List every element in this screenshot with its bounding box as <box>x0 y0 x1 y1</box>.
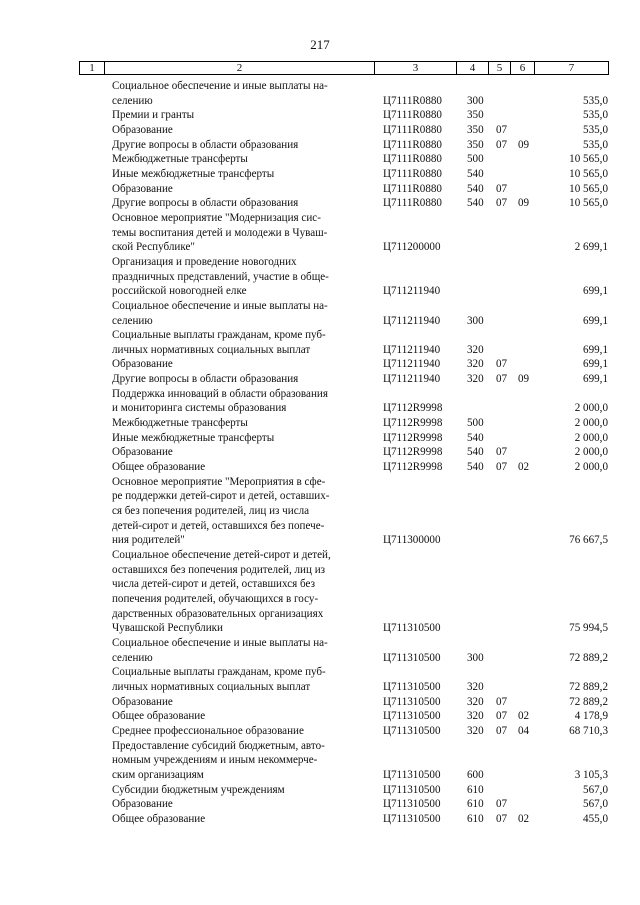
expense-type: 320 <box>467 680 484 693</box>
row-name-line: праздничных представлений, участие в обще- <box>112 270 329 283</box>
row-name-line: российской новогодней елке <box>112 285 247 298</box>
target-code: Ц711310500 <box>383 651 441 664</box>
row-name-line: ния родителей" <box>112 534 185 547</box>
table-row <box>0 475 640 548</box>
row-name-line: селению <box>112 94 153 107</box>
table-row <box>0 152 640 167</box>
row-name <box>112 182 369 197</box>
row-name-line: Другие вопросы в области образования <box>112 138 299 151</box>
table-row <box>0 299 640 328</box>
table-row <box>0 255 640 299</box>
row-name-line: Социальное обеспечение и иные выплаты на- <box>112 80 328 92</box>
target-code: Ц7111R0880 <box>383 94 442 107</box>
expense-type: 610 <box>467 798 484 811</box>
expense-type: 320 <box>467 358 484 371</box>
table-row <box>0 182 640 197</box>
table-row <box>0 665 640 694</box>
table-row <box>0 709 640 724</box>
section-code: 07 <box>496 461 508 474</box>
amount: 10 565,0 <box>569 182 608 195</box>
target-code: Ц7111R0880 <box>383 109 442 122</box>
row-name-line: Среднее профессиональное образование <box>112 724 304 737</box>
table-row <box>0 695 640 710</box>
row-name-line: ре поддержки детей-сирот и детей, оставших- <box>112 490 330 503</box>
target-code: Ц7112R9998 <box>383 446 443 459</box>
row-name <box>112 196 369 211</box>
column-header-6: 6 <box>510 62 534 74</box>
amount: 699,1 <box>583 314 608 327</box>
row-name-line: личных нормативных социальных выплат <box>112 680 311 693</box>
row-name-line: Другие вопросы в области образования <box>112 373 299 386</box>
expense-type: 350 <box>467 138 484 151</box>
amount: 567,0 <box>583 798 608 811</box>
target-code: Ц711211940 <box>383 314 441 327</box>
amount: 76 667,5 <box>569 534 608 547</box>
subsection-code: 02 <box>518 812 530 825</box>
table-row <box>0 812 640 827</box>
row-name-line: Межбюджетные трансферты <box>112 153 248 166</box>
amount: 68 710,3 <box>569 724 608 737</box>
row-name <box>112 812 369 827</box>
row-name <box>112 724 369 739</box>
amount: 699,1 <box>583 358 608 371</box>
expense-type: 320 <box>467 710 484 723</box>
row-name-line: Социальные выплаты гражданам, кроме пуб- <box>112 666 326 679</box>
column-header-7: 7 <box>534 62 608 74</box>
row-name-line: Образование <box>112 695 173 708</box>
amount: 455,0 <box>583 812 608 825</box>
row-name <box>112 695 369 710</box>
row-name <box>112 123 369 138</box>
amount: 535,0 <box>583 109 608 122</box>
amount: 2 000,0 <box>574 446 608 459</box>
table-row <box>0 196 640 211</box>
amount: 2 000,0 <box>574 402 608 415</box>
amount: 10 565,0 <box>569 153 608 166</box>
amount: 75 994,5 <box>569 622 608 635</box>
row-name-line: ся без попечения родителей, лиц из числа <box>112 505 310 518</box>
target-code: Ц7112R9998 <box>383 461 443 474</box>
table-row <box>0 416 640 431</box>
row-name-line: Основное мероприятие "Модернизация сис- <box>112 211 321 224</box>
expense-type: 540 <box>467 461 484 474</box>
row-name-line: оставшихся без попечения родителей, лиц из <box>112 563 326 576</box>
section-code: 07 <box>496 182 508 195</box>
row-name <box>112 460 369 475</box>
expense-type: 540 <box>467 197 484 210</box>
row-name-line: Другие вопросы в области образования <box>112 197 299 210</box>
row-name <box>112 431 369 446</box>
row-name-line: Образование <box>112 358 173 371</box>
row-name-line: ским организациям <box>112 768 204 781</box>
row-name-line: Межбюджетные трансферты <box>112 417 248 430</box>
expense-type: 600 <box>467 768 484 781</box>
expense-type: 500 <box>467 417 484 430</box>
amount: 535,0 <box>583 94 608 107</box>
row-name-line: Премии и гранты <box>112 109 195 122</box>
target-code: Ц711211940 <box>383 358 441 371</box>
target-code: Ц711310500 <box>383 798 441 811</box>
budget-table-body <box>0 79 640 826</box>
amount: 2 699,1 <box>574 241 608 254</box>
row-name-line: селению <box>112 314 153 327</box>
table-row <box>0 138 640 153</box>
table-row <box>0 460 640 475</box>
row-name-line: Образование <box>112 182 173 195</box>
row-name-line: попечения родителей, обучающихся в госу- <box>112 592 319 605</box>
target-code: Ц7112R9998 <box>383 431 443 444</box>
table-row <box>0 445 640 460</box>
row-name <box>112 739 369 783</box>
amount: 72 889,2 <box>569 651 608 664</box>
expense-type: 610 <box>467 812 484 825</box>
section-code: 07 <box>496 123 508 136</box>
target-code: Ц7111R0880 <box>383 167 442 180</box>
table-row <box>0 431 640 446</box>
row-name-line: Чувашской Республики <box>112 622 223 635</box>
target-code: Ц7111R0880 <box>383 123 442 136</box>
row-name <box>112 152 369 167</box>
row-name <box>112 548 369 636</box>
table-row <box>0 387 640 416</box>
target-code: Ц711310500 <box>383 768 441 781</box>
row-name-line: ской Республике" <box>112 241 195 254</box>
row-name-line: темы воспитания детей и молодежи в Чуваш- <box>112 226 328 239</box>
section-code: 07 <box>496 446 508 459</box>
row-name <box>112 79 369 108</box>
table-row <box>0 357 640 372</box>
table-column-header-row <box>79 61 609 75</box>
amount: 72 889,2 <box>569 695 608 708</box>
row-name <box>112 167 369 182</box>
table-row <box>0 548 640 636</box>
expense-type: 350 <box>467 109 484 122</box>
target-code: Ц711310500 <box>383 724 441 737</box>
table-row <box>0 739 640 783</box>
amount: 699,1 <box>583 285 608 298</box>
target-code: Ц711200000 <box>383 241 441 254</box>
amount: 535,0 <box>583 123 608 136</box>
target-code: Ц711211940 <box>383 373 441 386</box>
expense-type: 300 <box>467 314 484 327</box>
expense-type: 500 <box>467 153 484 166</box>
subsection-code: 09 <box>518 373 530 386</box>
section-code: 07 <box>496 710 508 723</box>
row-name-line: дарственных образовательных организациях <box>112 607 324 620</box>
table-row <box>0 211 640 255</box>
row-name <box>112 138 369 153</box>
expense-type: 540 <box>467 182 484 195</box>
table-row <box>0 328 640 357</box>
expense-type: 610 <box>467 783 484 796</box>
table-row <box>0 123 640 138</box>
row-name-line: Социальное обеспечение и иные выплаты на- <box>112 299 328 312</box>
column-header-3: 3 <box>374 62 456 74</box>
row-name-line: Общее образование <box>112 710 206 723</box>
column-header-1: 1 <box>89 62 95 74</box>
table-row <box>0 724 640 739</box>
target-code: Ц711310500 <box>383 695 441 708</box>
expense-type: 540 <box>467 167 484 180</box>
target-code: Ц7111R0880 <box>383 197 442 210</box>
row-name-line: селению <box>112 651 153 664</box>
row-name-line: Иные межбюджетные трансферты <box>112 167 275 180</box>
row-name <box>112 357 369 372</box>
column-header-5: 5 <box>488 62 510 74</box>
target-code: Ц7111R0880 <box>383 153 442 166</box>
section-code: 07 <box>496 798 508 811</box>
row-name <box>112 387 369 416</box>
row-name <box>112 475 369 548</box>
row-name-line: Общее образование <box>112 461 206 474</box>
table-row <box>0 783 640 798</box>
row-name-line: Образование <box>112 446 173 459</box>
amount: 2 000,0 <box>574 461 608 474</box>
column-header-2: 2 <box>104 62 374 74</box>
row-name <box>112 783 369 798</box>
table-row <box>0 79 640 108</box>
expense-type: 300 <box>467 651 484 664</box>
section-code: 07 <box>496 197 508 210</box>
row-name-line: Образование <box>112 123 173 136</box>
expense-type: 350 <box>467 123 484 136</box>
row-name-line: номным учреждениям и иным некоммерче- <box>112 754 318 767</box>
section-code: 07 <box>496 138 508 151</box>
table-row <box>0 636 640 665</box>
row-name-line: детей-сирот и детей, оставшихся без попече- <box>112 519 325 532</box>
amount: 535,0 <box>583 138 608 151</box>
target-code: Ц711310500 <box>383 812 441 825</box>
expense-type: 320 <box>467 695 484 708</box>
row-name-line: личных нормативных социальных выплат <box>112 343 311 356</box>
row-name <box>112 299 369 328</box>
row-name <box>112 211 369 255</box>
target-code: Ц711310500 <box>383 622 441 635</box>
target-code: Ц711211940 <box>383 343 441 356</box>
page-number: 217 <box>310 37 330 52</box>
row-name <box>112 255 369 299</box>
amount: 72 889,2 <box>569 680 608 693</box>
table-row <box>0 797 640 812</box>
target-code: Ц711300000 <box>383 534 441 547</box>
subsection-code: 04 <box>518 724 530 737</box>
target-code: Ц7111R0880 <box>383 138 442 151</box>
subsection-code: 02 <box>518 461 530 474</box>
row-name-line: и мониторинга системы образования <box>112 402 287 415</box>
row-name-line: числа детей-сирот и детей, оставшихся без <box>112 578 315 591</box>
row-name-line: Социальное обеспечение детей-сирот и детей, <box>112 549 331 561</box>
amount: 4 178,9 <box>574 710 608 723</box>
target-code: Ц711310500 <box>383 680 441 693</box>
amount: 2 000,0 <box>574 431 608 444</box>
target-code: Ц711310500 <box>383 710 441 723</box>
expense-type: 320 <box>467 343 484 356</box>
row-name-line: Иные межбюджетные трансферты <box>112 431 275 444</box>
amount: 699,1 <box>583 343 608 356</box>
row-name <box>112 416 369 431</box>
expense-type: 540 <box>467 431 484 444</box>
row-name-line: Поддержка инноваций в области образования <box>112 387 328 400</box>
row-name <box>112 797 369 812</box>
section-code: 07 <box>496 358 508 371</box>
expense-type: 540 <box>467 446 484 459</box>
column-header-4: 4 <box>456 62 488 74</box>
table-row <box>0 372 640 387</box>
row-name <box>112 709 369 724</box>
row-name <box>112 372 369 387</box>
row-name <box>112 636 369 665</box>
expense-type: 320 <box>467 724 484 737</box>
row-name-line: Предоставление субсидий бюджетным, авто- <box>112 739 325 752</box>
section-code: 07 <box>496 695 508 708</box>
row-name-line: Социальное обеспечение и иные выплаты на- <box>112 636 328 649</box>
row-name-line: Основное мероприятие "Мероприятия в сфе- <box>112 475 326 488</box>
row-name <box>112 445 369 460</box>
row-name <box>112 665 369 694</box>
row-name <box>112 108 369 123</box>
amount: 3 105,3 <box>574 768 608 781</box>
expense-type: 320 <box>467 373 484 386</box>
target-code: Ц7112R9998 <box>383 417 443 430</box>
table-row <box>0 167 640 182</box>
section-code: 07 <box>496 812 508 825</box>
table-row <box>0 108 640 123</box>
amount: 10 565,0 <box>569 197 608 210</box>
section-code: 07 <box>496 373 508 386</box>
row-name-line: Организация и проведение новогодних <box>112 255 297 268</box>
amount: 10 565,0 <box>569 167 608 180</box>
target-code: Ц711310500 <box>383 783 441 796</box>
amount: 699,1 <box>583 373 608 386</box>
row-name-line: Общее образование <box>112 812 206 825</box>
row-name-line: Социальные выплаты гражданам, кроме пуб- <box>112 329 326 342</box>
target-code: Ц711211940 <box>383 285 441 298</box>
subsection-code: 09 <box>518 197 530 210</box>
target-code: Ц7111R0880 <box>383 182 442 195</box>
row-name <box>112 328 369 357</box>
amount: 2 000,0 <box>574 417 608 430</box>
row-name-line: Субсидии бюджетным учреждениям <box>112 783 285 796</box>
row-name-line: Образование <box>112 798 173 811</box>
subsection-code: 02 <box>518 710 530 723</box>
subsection-code: 09 <box>518 138 530 151</box>
target-code: Ц7112R9998 <box>383 402 443 415</box>
amount: 567,0 <box>583 783 608 796</box>
expense-type: 300 <box>467 94 484 107</box>
section-code: 07 <box>496 724 508 737</box>
